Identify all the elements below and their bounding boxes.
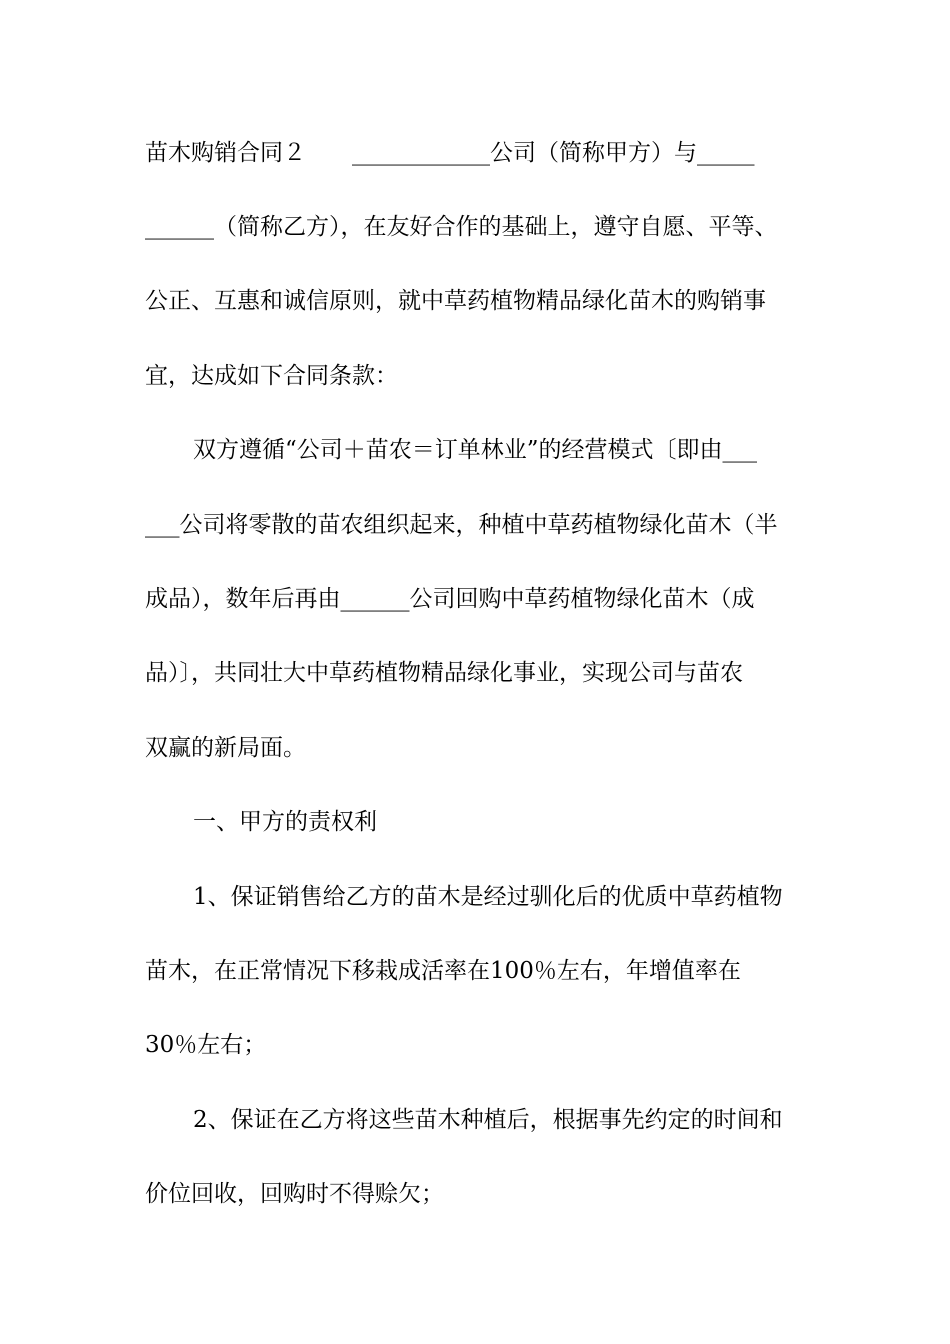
paragraph-line: 品）〕，共同壮大中草药植物精品绿化事业，实现公司与苗农 [145, 660, 743, 686]
paragraph-line: 公正、互惠和诚信原则，就中草药植物精品绿化苗木的购销事 [145, 288, 766, 314]
title-line: 苗木购销合同２ ____________公司（简称甲方）与_____ [145, 140, 755, 166]
paragraph-line: 双赢的新局面。 [145, 735, 306, 761]
clause-line: 1、保证销售给乙方的苗木是经过驯化后的优质中草药植物 [193, 884, 783, 910]
clause-line: 2、保证在乙方将这些苗木种植后，根据事先约定的时间和 [193, 1107, 783, 1133]
paragraph-line: ___公司将零散的苗农组织起来，种植中草药植物绿化苗木（半 [145, 512, 778, 538]
paragraph-line: 宜，达成如下合同条款： [145, 363, 398, 389]
section-heading: 一、甲方的责权利 [193, 809, 377, 835]
clause-line: 苗木，在正常情况下移栽成活率在100％左右，年增值率在 [145, 958, 741, 984]
paragraph-line: ______（简称乙方），在友好合作的基础上，遵守自愿、平等、 [145, 214, 778, 240]
paragraph-line: 双方遵循“公司＋苗农＝订单林业”的经营模式〔即由___ [193, 437, 758, 463]
paragraph-line: 成品），数年后再由______公司回购中草药植物绿化苗木（成 [145, 586, 755, 612]
clause-line: 30％左右； [145, 1032, 267, 1058]
clause-line: 价位回收，回购时不得赊欠； [145, 1181, 444, 1207]
